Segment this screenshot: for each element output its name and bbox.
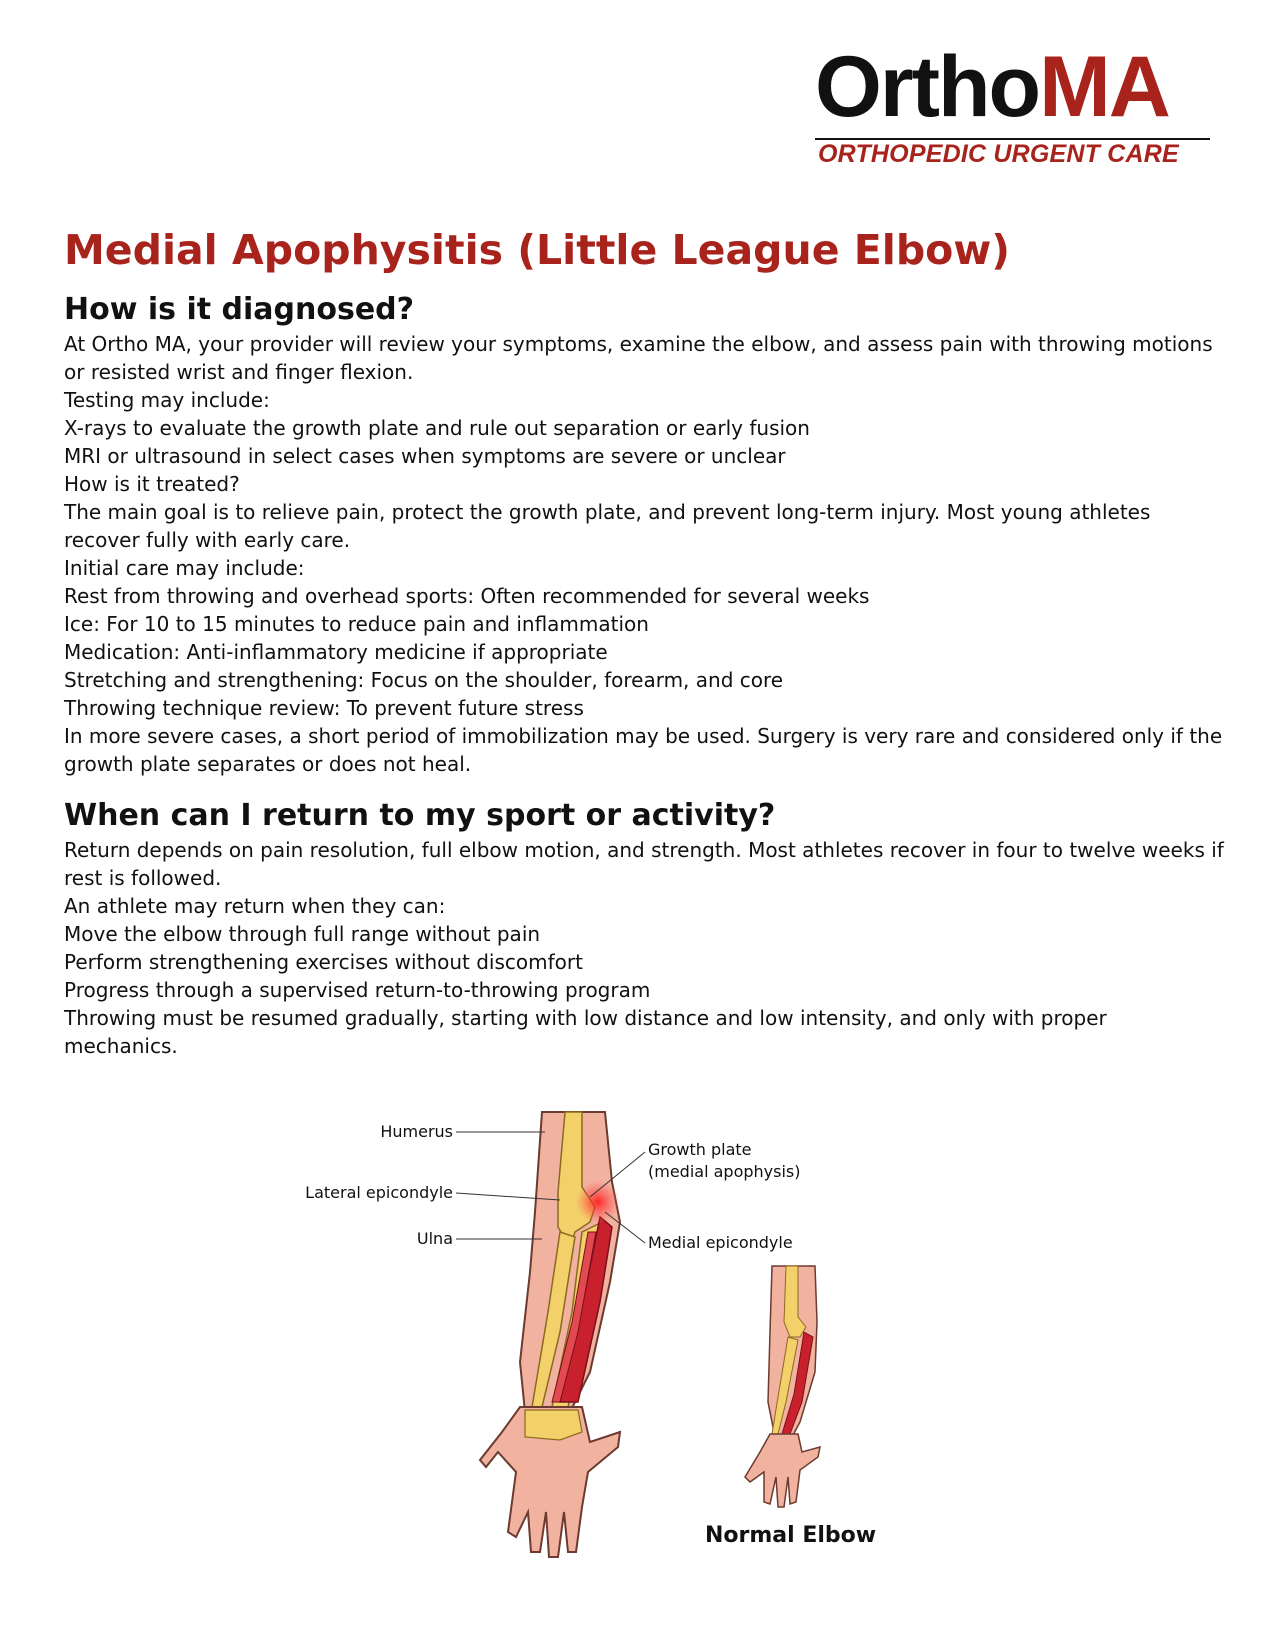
paragraph: Progress through a supervised return-to-throwing program [64,978,651,1002]
paragraph: Rest from throwing and overhead sports: Often recommended for several weeks [64,584,870,608]
document-body [64,218,1224,1060]
caption-normal-elbow: Normal Elbow [705,1523,877,1548]
paragraph: Medication: Anti-inflammatory medicine if appropriate [64,640,608,664]
paragraph: Stretching and strengthening: Focus on the shoulder, forearm, and core [64,668,784,692]
section-diagnosis [64,290,1224,778]
paragraph: The main goal is to relieve pain, protect the growth plate, and prevent long-term injury. Most young athletes recover fully with early care. [64,500,1151,552]
section-heading-return: When can I return to my sport or activity? [64,798,776,833]
elbow-anatomy-illustration [305,1112,940,1582]
logo-word-ortho: Ortho [815,39,1040,135]
label-growth-plate: Growth plate [648,1140,752,1159]
label-medial-epicondyle: Medial epicondyle [648,1233,793,1252]
paragraph: Initial care may include: [64,556,305,580]
paragraph: MRI or ultrasound in select cases when symptoms are severe or unclear [64,444,786,468]
section-return-to-sport [64,796,1224,1060]
page-title: Medial Apophysitis (Little League Elbow) [64,226,1010,274]
label-medial-apophysis: (medial apophysis) [648,1162,801,1181]
label-lateral-epicondyle: Lateral epicondyle [305,1183,453,1202]
section-heading-diagnosis: How is it diagnosed? [64,292,415,327]
logo-word-ma: MA [1039,39,1169,135]
injured-arm-drawing [480,1112,620,1557]
paragraph: In more severe cases, a short period of immobilization may be used. Surgery is very rare and considered only if the growth plate separates or does not heal. [64,724,1223,776]
paragraph: Move the elbow through full range without pain [64,922,541,946]
orthoma-logo [815,39,1215,168]
paragraph: How is it treated? [64,472,240,496]
paragraph: Ice: For 10 to 15 minutes to reduce pain and inflammation [64,612,649,636]
paragraph: Throwing technique review: To prevent future stress [64,696,584,720]
paragraph: At Ortho MA, your provider will review your symptoms, examine the elbow, and assess pain with throwing motions or resisted wrist and finger flexion. [64,332,1213,384]
paragraph: Throwing must be resumed gradually, starting with low distance and low intensity, and only with proper mechanics. [64,1006,1107,1058]
paragraph: Testing may include: [64,388,270,412]
paragraph: Perform strengthening exercises without discomfort [64,950,583,974]
normal-arm-drawing [745,1266,820,1507]
paragraph: Return depends on pain resolution, full elbow motion, and strength. Most athletes recover in four to twelve weeks if rest is followed. [64,838,1224,890]
label-ulna: Ulna [416,1229,453,1248]
logo-wordmark [815,39,1169,135]
paragraph: An athlete may return when they can: [64,894,446,918]
label-humerus: Humerus [380,1122,453,1141]
logo-tagline: ORTHOPEDIC URGENT CARE [818,140,1179,168]
paragraph: X-rays to evaluate the growth plate and rule out separation or early fusion [64,416,810,440]
